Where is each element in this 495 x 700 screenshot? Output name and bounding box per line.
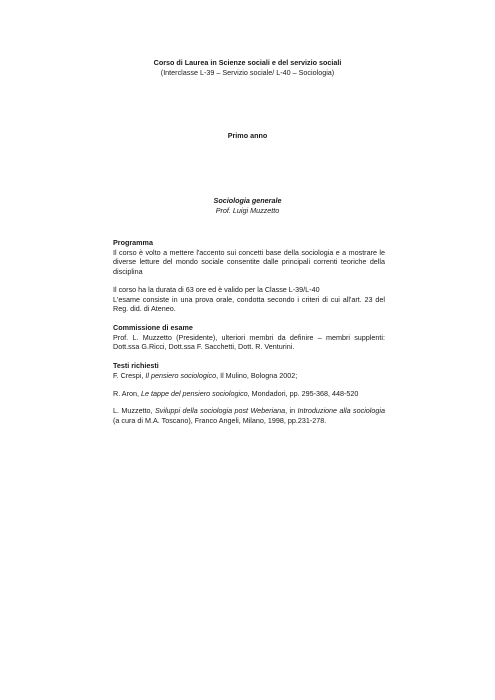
reference-author: L. Muzzetto, xyxy=(113,406,155,416)
course-professor: Prof. Luigi Muzzetto xyxy=(215,205,280,215)
reference-item xyxy=(113,406,385,425)
programma-description: Il corso è volto a mettere l'accento sui concetti base della sociologia e a mostrare le diverse letture del mondo sociale consentite dalle principali correnti teoriche della disciplina xyxy=(113,247,385,277)
reference-item xyxy=(113,389,385,399)
reference-title: Sviluppi della sociologia post Weberiana xyxy=(154,406,286,416)
reference-publisher: (a cura di M.A. Toscano), Franco Angeli, Milano, 1998, pp.231-278. xyxy=(113,416,327,426)
course-title: Sociologia generale xyxy=(213,196,282,205)
reference-title: Il pensiero sociologico xyxy=(145,370,217,380)
reference-title: Le tappe del pensiero sociologico xyxy=(140,388,248,398)
programma-duration: Il corso ha la durata di 63 ore ed è valido per la Classe L-39/L-40 xyxy=(113,284,320,294)
section-title-testi: Testi richiesti xyxy=(113,361,159,371)
header-block xyxy=(60,58,435,77)
commissione-text: Prof. L. Muzzetto (Presidente), ulteriori membri da definire – membri supplenti: Dott.ssa G.Ricci, Dott.ssa F. Sacchetti, Dott. R. Venturini. xyxy=(113,332,385,352)
section-title-commissione: Commissione di esame xyxy=(113,323,193,333)
programma-exam: L'esame consiste in una prova orale, condotta secondo i criteri di cui all'art. 23 del Reg. did. di Ateneo. xyxy=(113,294,385,314)
section-title-programma: Programma xyxy=(113,238,153,247)
course-heading-block xyxy=(60,196,435,215)
course-content xyxy=(113,238,385,426)
reference-author: F. Crespi, xyxy=(113,370,146,380)
degree-title: Corso di Laurea in Scienze sociali e del servizio sociali xyxy=(153,58,342,67)
degree-subtitle: (Interclasse L-39 – Servizio sociale/ L-40 – Sociologia) xyxy=(160,67,335,77)
reference-publisher: , Mondadori, pp. 295-368, 448-520 xyxy=(247,388,359,398)
reference-item xyxy=(113,371,385,381)
year-heading: Primo anno xyxy=(227,131,268,140)
reference-author: R. Aron, xyxy=(113,388,141,398)
reference-publisher: , Il Mulino, Bologna 2002; xyxy=(216,370,298,380)
reference-connector: , in xyxy=(285,406,298,416)
reference-book-title: Introduzione alla sociologia xyxy=(297,406,385,416)
